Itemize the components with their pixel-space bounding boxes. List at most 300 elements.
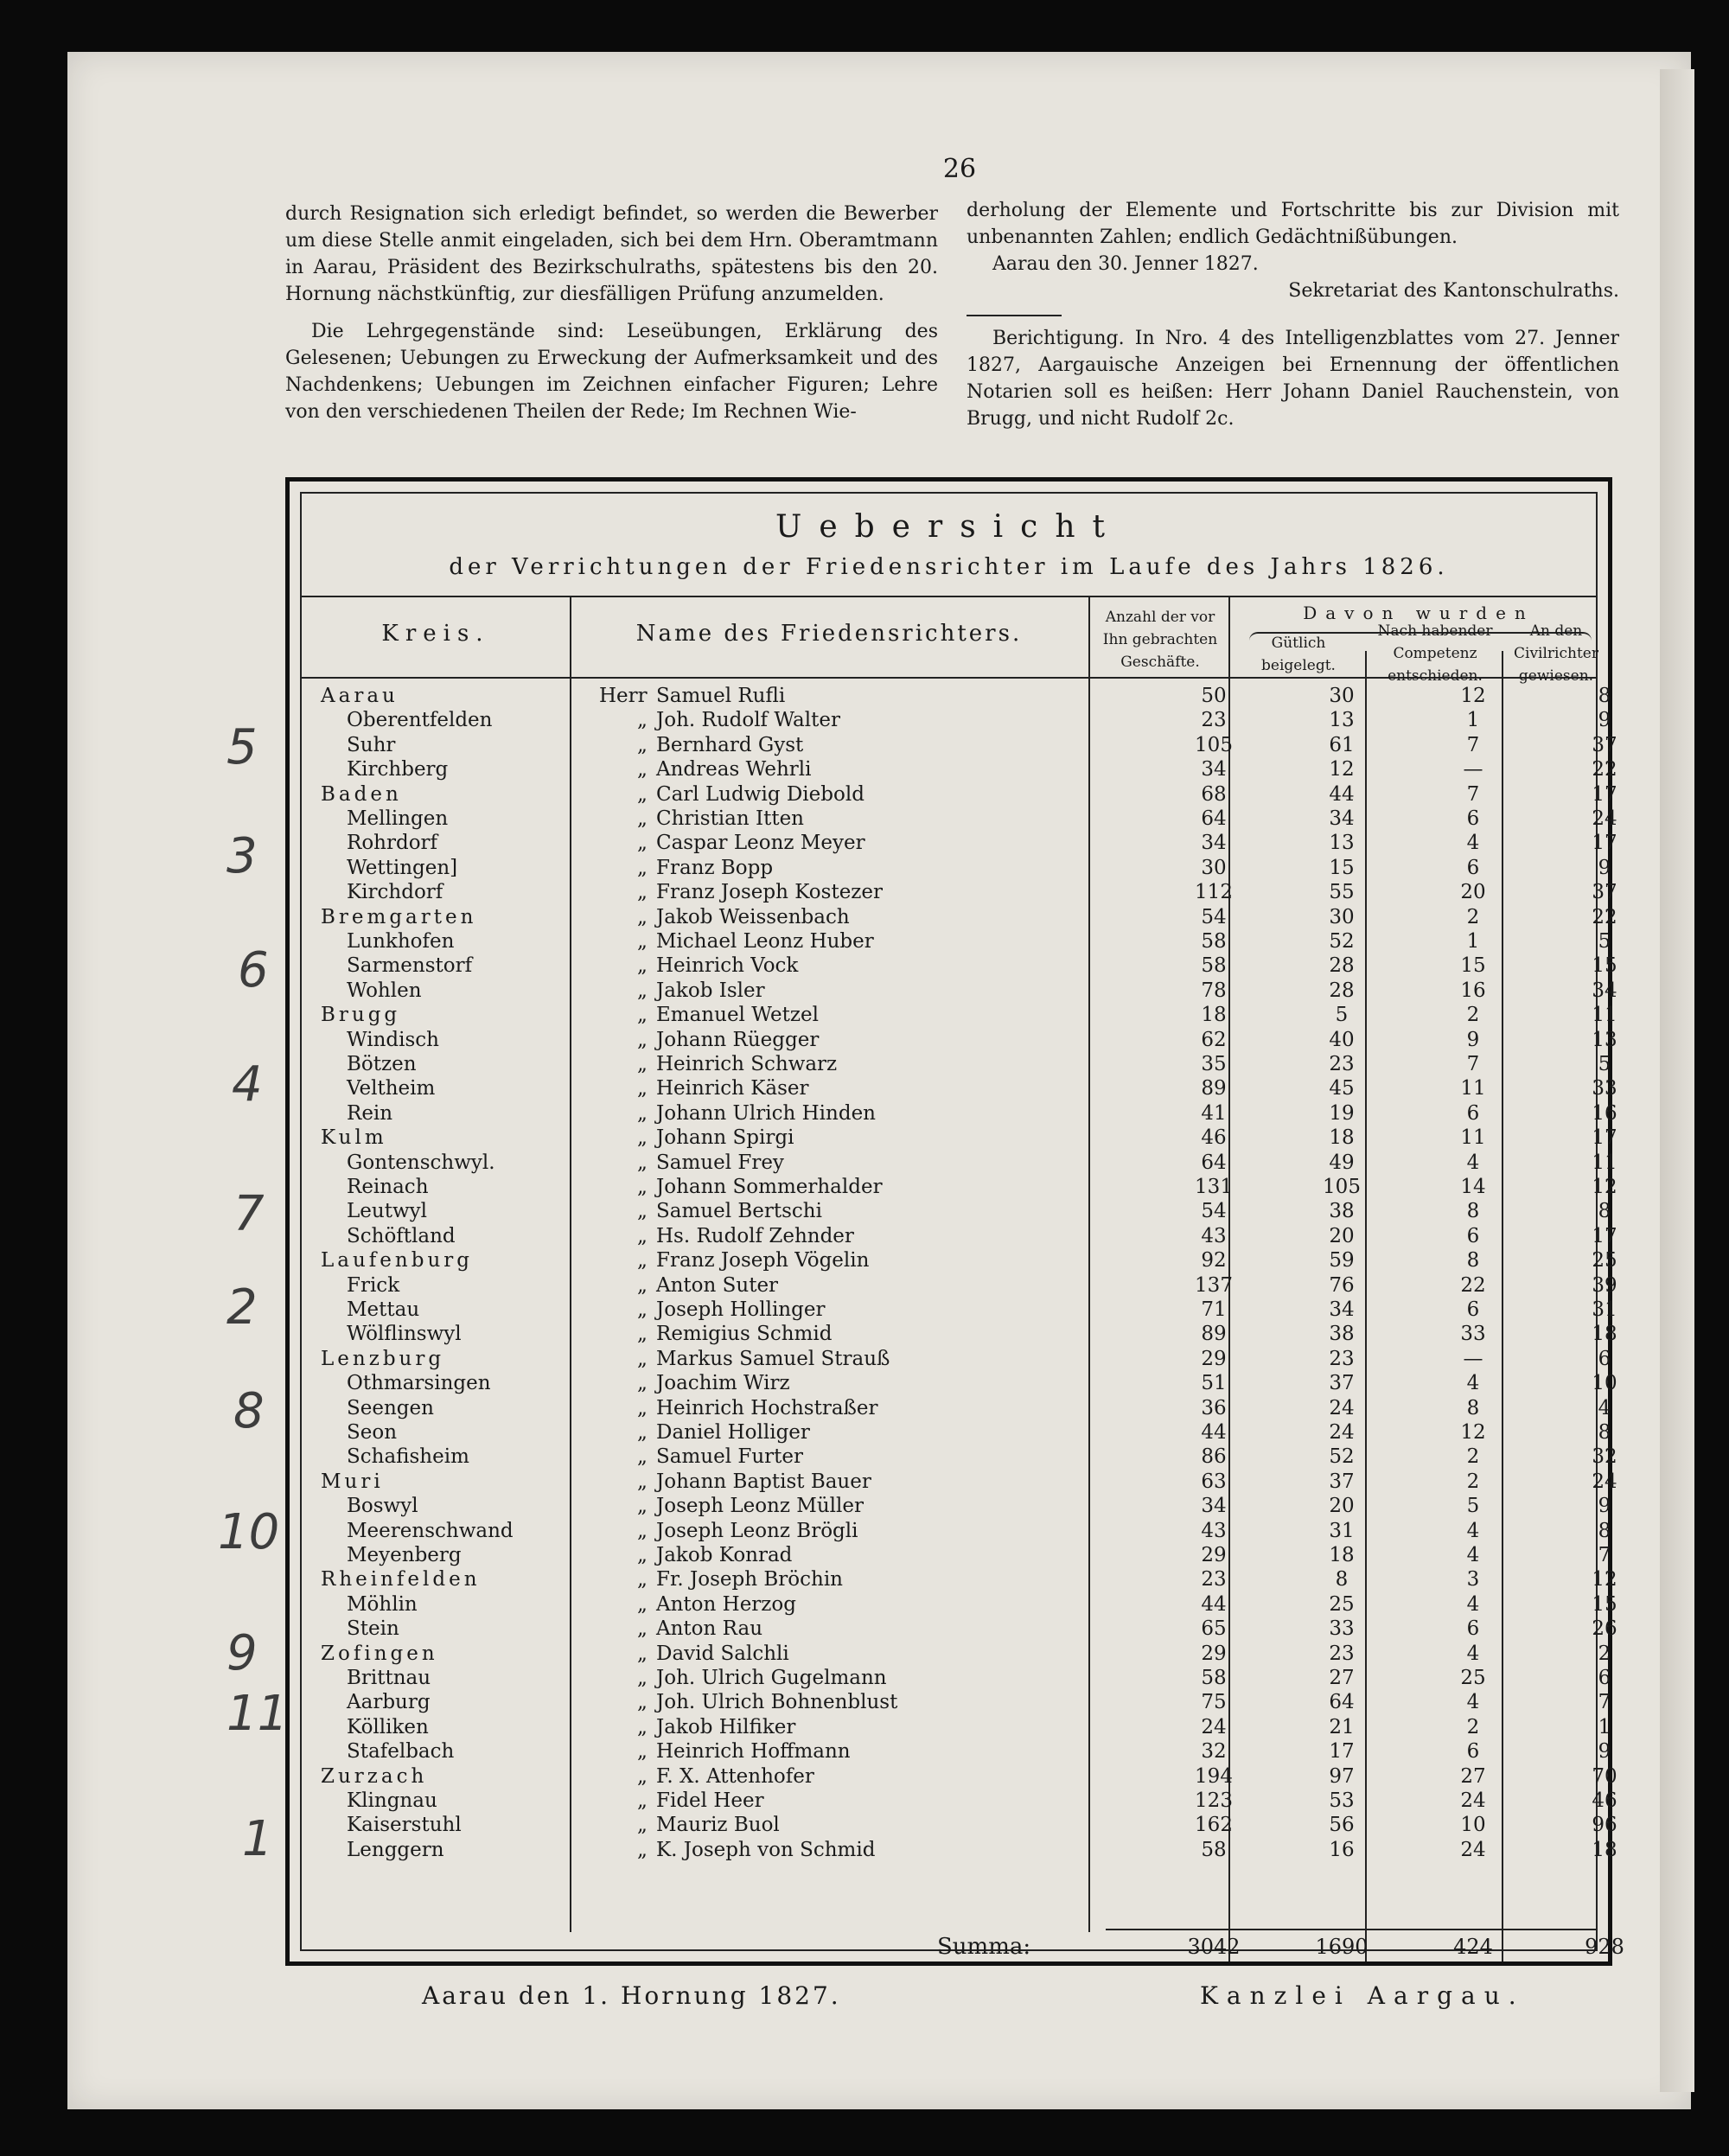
cell-name: K. Joseph von Schmid [656,1838,876,1861]
table-row [302,1494,1611,1518]
cell-competenz: 6 [1466,1224,1480,1247]
table-row [302,757,1617,781]
cell-kreis: Stafelbach [347,1740,455,1764]
cell-kreis: Kaiserstuhl [347,1814,462,1837]
cell-guetlich: 15 [1329,856,1355,879]
pencil-mark-7: 8 [233,1383,265,1439]
header-davon: Davon wurden [1303,603,1534,623]
summa-rule [1106,1929,1596,1930]
cell-name: Johann Baptist Bauer [656,1470,871,1493]
cell-anzahl: 63 [1201,1470,1227,1493]
cell-guetlich: 17 [1329,1740,1355,1764]
cell-name: Christian Itten [656,807,804,830]
cell-kreis: Veltheim [347,1077,436,1100]
cell-civil: 13 [1592,1028,1617,1051]
cell-civil: 16 [1592,1101,1617,1125]
cell-guetlich: 56 [1329,1814,1355,1837]
cell-civil: 12 [1592,1568,1617,1591]
footer-chancery: Kanzlei Aargau. [1200,1981,1525,2010]
cell-guetlich: 49 [1329,1151,1355,1174]
cell-competenz: 6 [1466,807,1480,830]
cell-name: Andreas Wehrli [656,758,812,781]
table-row [302,856,1611,880]
cell-guetlich: 76 [1329,1273,1355,1297]
table-row [302,1764,1617,1789]
cell-anzahl: 89 [1201,1077,1227,1100]
table-row [302,733,1617,757]
cell-kreis: Meerenschwand [347,1519,514,1542]
cell-ditto: „ [637,856,648,879]
cell-kreis: Oberentfelden [347,709,493,732]
table-row [302,1592,1617,1617]
cell-kreis: Kirchberg [347,758,449,781]
cell-anzahl: 64 [1201,807,1227,830]
cell-competenz: 25 [1460,1667,1486,1689]
summa-anzahl: 3042 [1187,1935,1241,1959]
cell-competenz: 11 [1460,1077,1486,1100]
cell-competenz: 8 [1466,1200,1480,1223]
cell-competenz: 12 [1460,1421,1486,1444]
cell-competenz: 6 [1466,1101,1480,1125]
cell-kreis: Gontenschwyl. [347,1151,495,1174]
cell-competenz: 27 [1460,1764,1486,1788]
pencil-mark-11: 1 [242,1811,273,1867]
cell-guetlich: 24 [1329,1396,1355,1419]
cell-civil: 11 [1592,1151,1617,1174]
cell-civil: 9 [1598,709,1611,732]
cell-competenz: 9 [1466,1028,1480,1051]
cell-ditto: „ [637,1470,648,1493]
cell-guetlich: 13 [1329,832,1355,855]
cell-civil: 10 [1592,1372,1617,1395]
cell-kreis: Schöftland [347,1224,456,1247]
cell-kreis: Zurzach [321,1764,428,1788]
cell-kreis: Stein [347,1617,399,1641]
cell-name: Johann Sommerhalder [656,1176,883,1198]
header-civilrichter: An den Civilrichter gewiesen. [1514,622,1598,685]
cell-kreis: Seon [347,1421,398,1444]
cell-civil: 8 [1598,685,1611,707]
cell-anzahl: 29 [1201,1544,1227,1566]
cell-competenz: 3 [1466,1568,1480,1591]
cell-civil: 17 [1592,782,1617,806]
footer-dateline: Aarau den 1. Hornung 1827. [422,1981,841,2010]
cell-name: Carl Ludwig Diebold [656,782,864,806]
cell-competenz: 8 [1466,1396,1480,1419]
cell-ditto: „ [637,1323,648,1346]
cell-name: Franz Joseph Vögelin [656,1249,870,1273]
cell-anzahl: 29 [1201,1347,1227,1370]
cell-kreis: Mellingen [347,807,449,830]
cell-anzahl: 24 [1201,1715,1227,1738]
cell-guetlich: 97 [1329,1764,1355,1788]
cell-kreis: Rohrdorf [347,832,438,855]
cell-civil: 34 [1592,979,1617,1002]
summa-row [302,1932,1624,1961]
cell-kreis: Suhr [347,733,396,756]
cell-guetlich: 38 [1329,1323,1355,1346]
table-row [302,1199,1611,1223]
cell-ditto: „ [637,1126,648,1150]
cell-civil: 25 [1592,1249,1617,1273]
cell-anzahl: 30 [1201,856,1227,879]
left-paragraph-1: durch Resignation sich erledigt befindet, so werden die Bewerber um diese Stelle anmit eingeladen, sich bei dem Hrn. Oberamtmann in Aarau, Präsident des Bezirkschulraths, spätestens bis den 20. Hornung nächstkünftig, zur diesfälligen Prüfung anzumelden. [285,203,938,305]
cell-anzahl: 92 [1201,1249,1227,1273]
cell-civil: 70 [1592,1764,1617,1788]
cell-anzahl: 58 [1201,954,1227,978]
cell-guetlich: 45 [1329,1077,1355,1100]
cell-ditto: „ [637,1838,648,1861]
cell-guetlich: 20 [1329,1495,1355,1518]
cell-ditto: „ [637,1053,648,1075]
cell-civil: 39 [1592,1273,1617,1297]
cell-ditto: „ [637,1568,648,1591]
cell-guetlich: 18 [1329,1126,1355,1150]
cell-ditto: „ [637,1592,648,1616]
cell-guetlich: 38 [1329,1200,1355,1223]
cell-guetlich: 5 [1335,1004,1349,1027]
cell-ditto: „ [637,1642,648,1665]
cell-civil: 8 [1598,1421,1611,1444]
cell-kreis: Klingnau [347,1789,437,1812]
cell-name: Markus Samuel Strauß [656,1347,890,1370]
pencil-mark-4: 4 [232,1056,263,1113]
cell-civil: 12 [1592,1176,1617,1198]
cell-civil: 24 [1592,1470,1617,1493]
cell-civil: 9 [1598,856,1611,879]
cell-name: Emanuel Wetzel [656,1004,819,1027]
header-top-rule [302,596,1596,597]
table-row [302,1420,1611,1445]
cell-name: Joseph Hollinger [656,1298,826,1321]
table-row [302,1813,1617,1837]
cell-anzahl: 58 [1201,930,1227,953]
cell-kreis: Rein [347,1101,393,1125]
cell-guetlich: 13 [1329,709,1355,732]
table-row [302,1347,1611,1371]
cell-anzahl: 162 [1195,1814,1233,1837]
cell-anzahl: 51 [1201,1372,1227,1395]
cell-kreis: Bremgarten [321,905,477,928]
table-row [302,1690,1611,1714]
cell-civil: 22 [1592,758,1617,781]
cell-ditto: „ [637,954,648,978]
cell-competenz: 7 [1466,1053,1480,1075]
cell-guetlich: 34 [1329,1298,1355,1321]
table-row [302,1567,1617,1591]
cell-guetlich: 20 [1329,1224,1355,1247]
cell-guetlich: 61 [1329,733,1355,756]
cell-anzahl: 44 [1201,1421,1227,1444]
summa-civil: 928 [1585,1935,1624,1959]
cell-civil: 18 [1592,1323,1617,1346]
cell-name: David Salchli [656,1642,789,1665]
cell-ditto: „ [637,1519,648,1542]
cell-competenz: 2 [1466,1715,1480,1738]
cell-guetlich: 25 [1329,1592,1355,1616]
cell-guetlich: 19 [1329,1101,1355,1125]
cell-kreis: Zofingen [321,1642,438,1665]
cell-name: Anton Suter [656,1273,779,1297]
cell-civil: 22 [1592,905,1617,928]
cell-anzahl: 62 [1201,1028,1227,1051]
cell-anzahl: 68 [1201,782,1227,806]
cell-civil: 1 [1598,1715,1611,1738]
header-guetlich: Gütlich beigelegt. [1261,635,1336,674]
cell-civil: 7 [1598,1544,1611,1566]
cell-anzahl: 64 [1201,1151,1227,1174]
table-row [302,1151,1617,1175]
cell-anzahl: 23 [1201,1568,1227,1591]
cell-ditto: „ [637,1445,648,1469]
table-row [302,1273,1617,1298]
table-row [302,1322,1617,1346]
cell-ditto: „ [637,1176,648,1198]
cell-ditto: „ [637,807,648,830]
pencil-mark-9: 9 [226,1625,258,1681]
cell-guetlich: 37 [1329,1372,1355,1395]
cell-civil: 7 [1598,1691,1611,1714]
cell-anzahl: 41 [1201,1101,1227,1125]
cell-civil: 5 [1598,1053,1611,1075]
cell-civil: 46 [1592,1789,1617,1812]
table-row [302,1519,1611,1543]
left-paragraph-2: Die Lehrgegenstände sind: Leseübungen, Erklärung des Gelesenen; Uebungen zu Erweckung der Aufmerksamkeit und des Nachdenkens; Uebungen im Zeichnen einfacher Figuren; Lehre von den verschiedenen Theilen der Rede; Im Rechnen Wie- [285,321,938,423]
cell-anzahl: 123 [1195,1789,1233,1812]
cell-guetlich: 52 [1329,1445,1355,1469]
cell-kreis: Möhlin [347,1592,418,1616]
cell-guetlich: 23 [1329,1347,1355,1370]
cell-ditto: „ [637,832,648,855]
table-row [302,1445,1617,1469]
cell-guetlich: 30 [1329,905,1355,928]
cell-name: Daniel Holliger [656,1421,810,1444]
header-anzahl: Anzahl der vor Ihn gebrachten Geschäfte. [1102,609,1218,671]
cell-kreis: Frick [347,1273,400,1297]
cell-kreis: Boswyl [347,1495,418,1518]
cell-competenz: — [1463,758,1483,781]
table-row [302,1126,1617,1150]
table-row [302,905,1617,929]
cell-name: Heinrich Hochstraßer [656,1396,878,1419]
cell-name: Johann Spirgi [656,1126,794,1150]
cell-guetlich: 24 [1329,1421,1355,1444]
cell-ditto: „ [637,1004,648,1027]
cell-name: Michael Leonz Huber [656,930,874,953]
cell-civil: 96 [1592,1814,1617,1837]
cell-ditto: „ [637,1298,648,1321]
cell-ditto: „ [637,1249,648,1273]
cell-name: Samuel Frey [656,1151,784,1174]
cell-ditto: „ [637,1224,648,1247]
cell-ditto: „ [637,1028,648,1051]
signature: Sekretariat des Kantonschulraths. [1288,280,1619,302]
cell-ditto: „ [637,1151,648,1174]
cell-guetlich: 34 [1329,807,1355,830]
cell-kreis: Aarau [321,685,399,707]
cell-name: Joseph Leonz Brögli [656,1519,858,1542]
cell-guetlich: 40 [1329,1028,1355,1051]
cell-name: Jakob Isler [656,979,765,1002]
cell-civil: 6 [1598,1667,1611,1689]
table-title: Uebersicht [775,509,1122,545]
header-competenz: Nach habender Competenz entschieden. [1377,622,1493,685]
cell-civil: 2 [1598,1642,1611,1665]
table-row [302,880,1617,904]
cell-competenz: 11 [1460,1126,1486,1150]
cell-kreis: Schafisheim [347,1445,469,1469]
cell-name: Anton Rau [656,1617,763,1641]
cell-anzahl: 194 [1195,1764,1233,1788]
cell-competenz: 4 [1466,1642,1480,1665]
cell-name: Heinrich Schwarz [656,1053,838,1075]
pencil-mark-10: 11 [226,1686,289,1742]
cell-anzahl: 65 [1201,1617,1227,1641]
cell-civil: 18 [1592,1838,1617,1861]
right-paragraph-1: derholung der Elemente und Fortschritte bis zur Division mit unbenannten Zahlen; endlich Gedächtnißübungen. [967,200,1619,248]
table-frame [300,492,1624,1960]
cell-civil: 4 [1598,1396,1611,1419]
cell-guetlich: 53 [1329,1789,1355,1812]
cell-name: Heinrich Vock [656,954,799,978]
table-row [302,1739,1611,1764]
header-name: Name des Friedensrichters. [635,621,1023,647]
cell-kreis: Lunkhofen [347,930,455,953]
cell-name: Bernhard Gyst [656,733,804,756]
cell-ditto: „ [637,1200,648,1223]
cell-ditto: „ [637,930,648,953]
table-row [302,1175,1617,1199]
section-divider [967,315,1062,316]
cell-anzahl: 36 [1201,1396,1227,1419]
cell-name: Mauriz Buol [656,1814,780,1837]
cell-name: Joseph Leonz Müller [656,1495,864,1518]
cell-competenz: 8 [1466,1249,1480,1273]
cell-name: Franz Bopp [656,856,774,879]
cell-civil: 26 [1592,1617,1617,1641]
cell-name: Anton Herzog [656,1592,796,1616]
cell-ditto: „ [637,1077,648,1100]
cell-name: Joh. Rudolf Walter [656,709,840,732]
pencil-mark-3: 6 [238,942,269,998]
cell-guetlich: 21 [1329,1715,1355,1738]
cell-anzahl: 44 [1201,1592,1227,1616]
table-row [302,1003,1617,1027]
cell-name: Heinrich Käser [656,1077,809,1100]
cell-kreis: Brugg [321,1004,401,1027]
cell-guetlich: 37 [1329,1470,1355,1493]
cell-competenz: 33 [1460,1323,1486,1346]
cell-competenz: 1 [1466,930,1480,953]
cell-ditto: „ [637,1347,648,1370]
cell-kreis: Othmarsingen [347,1372,491,1395]
cell-name: Caspar Leonz Meyer [656,832,865,855]
table-row [302,1838,1617,1862]
table-row [302,1101,1617,1126]
cell-ditto: „ [637,1495,648,1518]
cell-anzahl: 75 [1201,1691,1227,1714]
cell-anzahl: 71 [1201,1298,1227,1321]
cell-kreis: Lenzburg [321,1347,445,1370]
table-row [302,1224,1617,1248]
table-row [302,807,1617,831]
cell-ditto: „ [637,733,648,756]
cell-name: Fr. Joseph Bröchin [656,1568,843,1591]
table-subtitle: der Verrichtungen der Friedensrichter im Laufe des Jahrs 1826. [449,554,1449,580]
cell-guetlich: 27 [1329,1667,1355,1689]
cell-competenz: 6 [1466,1617,1480,1641]
cell-guetlich: 31 [1329,1519,1355,1542]
cell-competenz: 15 [1460,954,1486,978]
cell-competenz: 2 [1466,905,1480,928]
header-kreis: Kreis. [381,621,490,647]
cell-guetlich: 23 [1329,1642,1355,1665]
cell-kreis: Bötzen [347,1053,417,1075]
cell-civil: 5 [1598,930,1611,953]
pencil-mark-1: 5 [226,719,258,775]
table-row [302,1715,1611,1739]
table-row [302,1789,1617,1813]
cell-guetlich: 52 [1329,930,1355,953]
cell-ditto: „ [637,1764,648,1788]
cell-guetlich: 16 [1329,1838,1355,1861]
cell-anzahl: 32 [1201,1740,1227,1764]
cell-name: Johann Ulrich Hinden [656,1101,876,1125]
cell-civil: 8 [1598,1200,1611,1223]
cell-anzahl: 18 [1201,1004,1227,1027]
cell-guetlich: 44 [1329,782,1355,806]
table-row [302,1052,1611,1076]
cell-competenz: 12 [1460,685,1486,707]
cell-anzahl: 89 [1201,1323,1227,1346]
cell-anzahl: 23 [1201,709,1227,732]
cell-civil: 9 [1598,1495,1611,1518]
cell-anzahl: 35 [1201,1053,1227,1075]
cell-competenz: 5 [1466,1495,1480,1518]
cell-civil: 24 [1592,807,1617,830]
cell-kreis: Leutwyl [347,1200,427,1223]
table-row [302,1666,1611,1690]
cell-kreis: Rheinfelden [321,1568,481,1591]
cell-kreis: Baden [321,782,402,806]
cell-anzahl: 58 [1201,1667,1227,1689]
table-row [302,1371,1617,1395]
cell-anzahl: 43 [1201,1224,1227,1247]
table-row [302,831,1617,855]
cell-kreis: Lenggern [347,1838,444,1861]
left-text-column [285,201,938,425]
cell-ditto: „ [637,1273,648,1297]
pencil-mark-5: 7 [233,1186,265,1242]
cell-ditto: „ [637,1667,648,1689]
dateline: Aarau den 30. Jenner 1827. [992,253,1259,275]
cell-herr: Herr [599,685,648,707]
cell-kreis: Laufenburg [321,1249,473,1273]
cell-civil: 33 [1592,1077,1617,1100]
cell-kreis: Mettau [347,1298,420,1321]
right-text-column [967,197,1619,432]
cell-guetlich: 64 [1329,1691,1355,1714]
cell-ditto: „ [637,1372,648,1395]
summa-competenz: 424 [1453,1935,1493,1959]
cell-name: Hs. Rudolf Zehnder [656,1224,854,1247]
cell-civil: 17 [1592,1126,1617,1150]
table-row [302,1470,1617,1494]
cell-name: Remigius Schmid [656,1323,833,1346]
cell-guetlich: 55 [1329,881,1355,904]
cell-civil: 6 [1598,1347,1611,1370]
cell-name: Jakob Hilfiker [656,1715,796,1738]
